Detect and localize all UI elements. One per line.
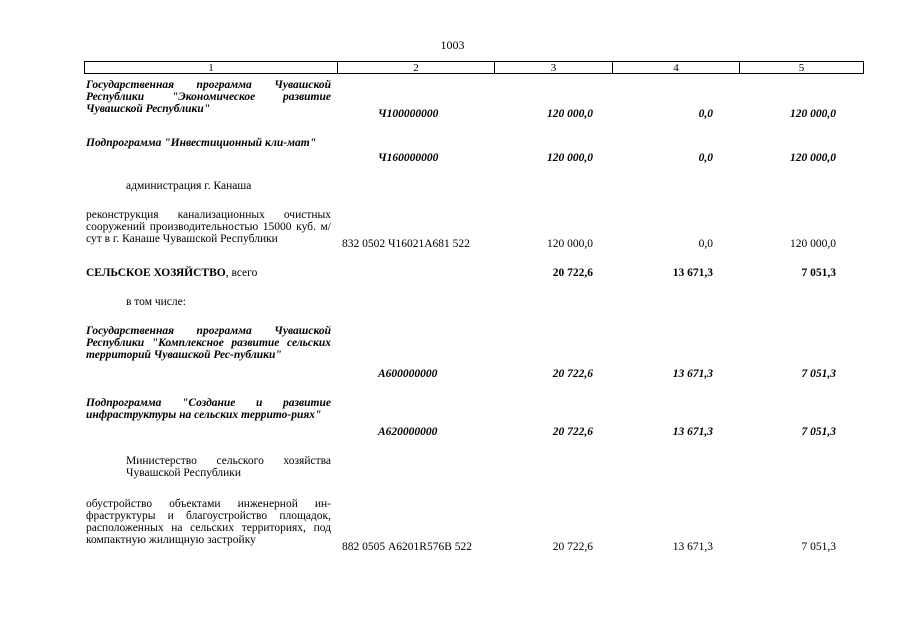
- row-title: [86, 267, 331, 279]
- row-value-5: 120 000,0: [790, 238, 836, 250]
- row-title: Государственная программа Чувашской Республики "Экономическое развитие Чувашской Республики": [86, 79, 331, 115]
- header-col-2: 2: [338, 62, 495, 73]
- row-value-4: 13 671,3: [672, 426, 713, 438]
- row-value-3: 20 722,6: [552, 368, 593, 380]
- row-code: Ч160000000: [378, 152, 439, 164]
- row-value-5: 7 051,3: [801, 267, 836, 279]
- header-col-5: 5: [798, 62, 805, 74]
- row-value-4: 13 671,3: [672, 541, 713, 553]
- row-code: А620000000: [378, 426, 438, 438]
- row-code: А600000000: [378, 368, 438, 380]
- row-title: Министерство сельского хозяйства Чувашской Республики: [126, 455, 331, 479]
- row-title: обустройство объектами инженерной ин-фраструктуры и благоустройство площадок, расположенных на сельских территориях, под компактную жилищную застройку: [86, 498, 331, 546]
- row-value-3: 120 000,0: [547, 238, 593, 250]
- row-title: Подпрограмма "Создание и развитие инфраструктуры на сельских террито-риях": [86, 397, 331, 421]
- page-number: 1003: [440, 38, 465, 52]
- row-value-5: 7 051,3: [801, 426, 836, 438]
- row-value-5: 120 000,0: [790, 108, 836, 120]
- row-value-4: 0,0: [698, 238, 713, 250]
- header-col-3: 3: [495, 62, 613, 73]
- row-title: Государственная программа Чувашской Республики "Комплексное развитие сельских территорий Чувашской Рес-публики": [86, 325, 331, 361]
- row-title-rest: , всего: [225, 267, 258, 279]
- row-value-3: 20 722,6: [552, 426, 593, 438]
- row-value-3: 120 000,0: [547, 152, 593, 164]
- row-value-3: 20 722,6: [552, 541, 593, 553]
- row-code: 832 0502 Ч16021А681 522: [342, 238, 470, 250]
- row-title: Подпрограмма "Инвестиционный кли-мат": [86, 137, 317, 149]
- table-header: [84, 61, 864, 74]
- row-value-4: 13 671,3: [672, 368, 713, 380]
- row-value-4: 13 671,3: [672, 267, 713, 279]
- row-value-4: 0,0: [698, 152, 713, 164]
- row-title: администрация г. Канаша: [126, 180, 252, 192]
- header-col-4: 4: [613, 62, 740, 73]
- row-value-5: 7 051,3: [801, 368, 836, 380]
- row-code: Ч100000000: [378, 108, 439, 120]
- row-value-5: 7 051,3: [801, 541, 836, 553]
- header-col-1: 1: [85, 62, 338, 73]
- row-value-4: 0,0: [698, 108, 713, 120]
- row-title: реконструкция канализационных очистных сооружений производительностью 15000 куб. м/сут в г. Канаше Чувашской Республики: [86, 209, 331, 245]
- row-code: 882 0505 А6201R576В 522: [342, 541, 473, 553]
- row-title-bold: СЕЛЬСКОЕ ХОЗЯЙСТВО: [86, 267, 226, 279]
- row-title: в том числе:: [126, 296, 186, 308]
- row-value-3: 120 000,0: [547, 108, 593, 120]
- row-value-5: 120 000,0: [790, 152, 836, 164]
- row-value-3: 20 722,6: [552, 267, 593, 279]
